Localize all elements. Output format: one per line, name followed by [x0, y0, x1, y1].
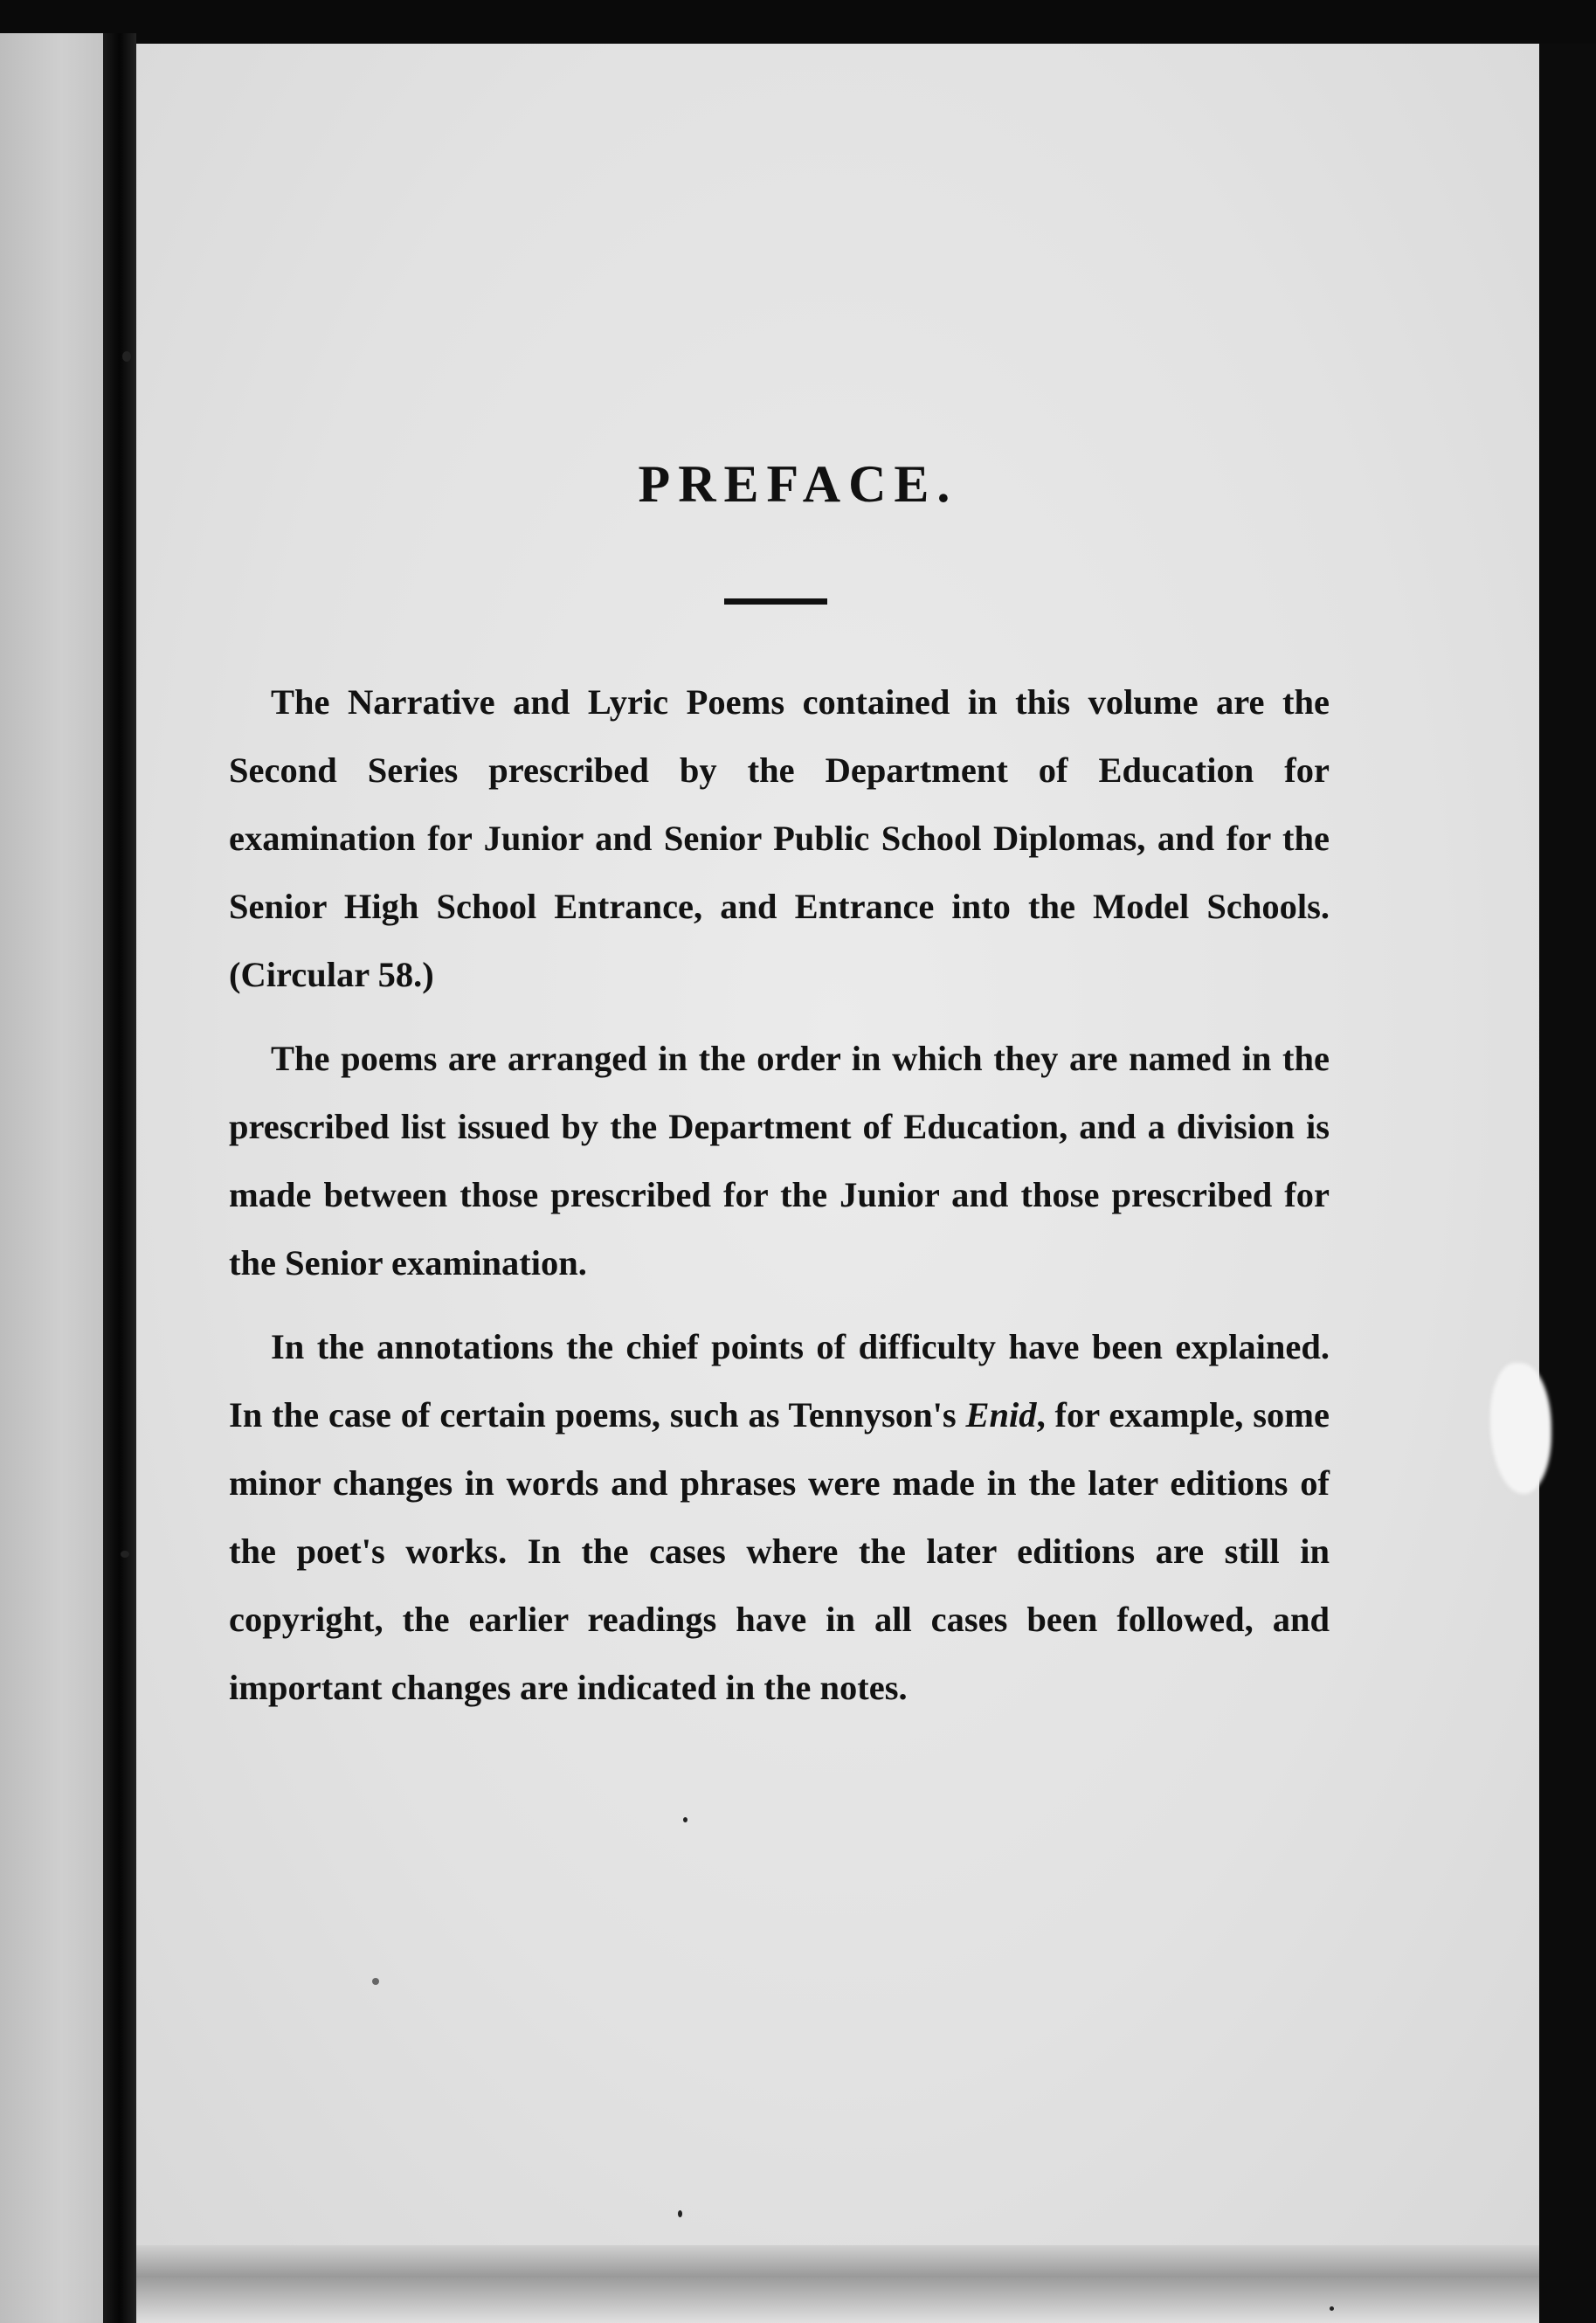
page-title: PREFACE. [638, 455, 958, 513]
paragraph-3-text-b: , for example, some minor changes in words and phrases were made in the later editions of the poet's works. In the cases where the later editions are still in copyright, the earlier readings have in all cases been followed, and important changes are indicated in the notes. [229, 1395, 1330, 1707]
book-title-enid: Enid [965, 1395, 1037, 1435]
paper-speck [121, 1551, 129, 1558]
paragraph-3-text-a: In the annotations the chief points of difficulty have been explained. In the case of certain poems, such as Tennyson's [229, 1327, 1330, 1435]
page-bottom-edge [136, 2245, 1539, 2323]
paragraph-1: The Narrative and Lyric Poems contained in this volume are the Second Series prescribed by the Department of Education for examination for Junior and Senior Public School Diplomas, and for the Senior High School Entrance, and Entrance into the Model Schools. (Circular 58.) [229, 682, 1330, 994]
paper-speck [1330, 2306, 1334, 2311]
paragraph-2: The poems are arranged in the order in which they are named in the prescribed list issued by the Department of Education, and a division is made between those prescribed for the Junior and those prescribed for the Senior examination. [229, 1039, 1330, 1282]
title-rule [724, 598, 827, 605]
preface-body [229, 668, 1330, 1738]
book-gutter [103, 33, 136, 2323]
paper-speck [122, 351, 131, 362]
adjacent-page-edge [0, 33, 103, 2323]
paragraph-3 [229, 1313, 1330, 1722]
paper-speck [372, 1978, 379, 1985]
paper-speck [683, 1817, 687, 1822]
right-scan-border [1539, 44, 1596, 2323]
paper-speck [678, 2210, 682, 2217]
